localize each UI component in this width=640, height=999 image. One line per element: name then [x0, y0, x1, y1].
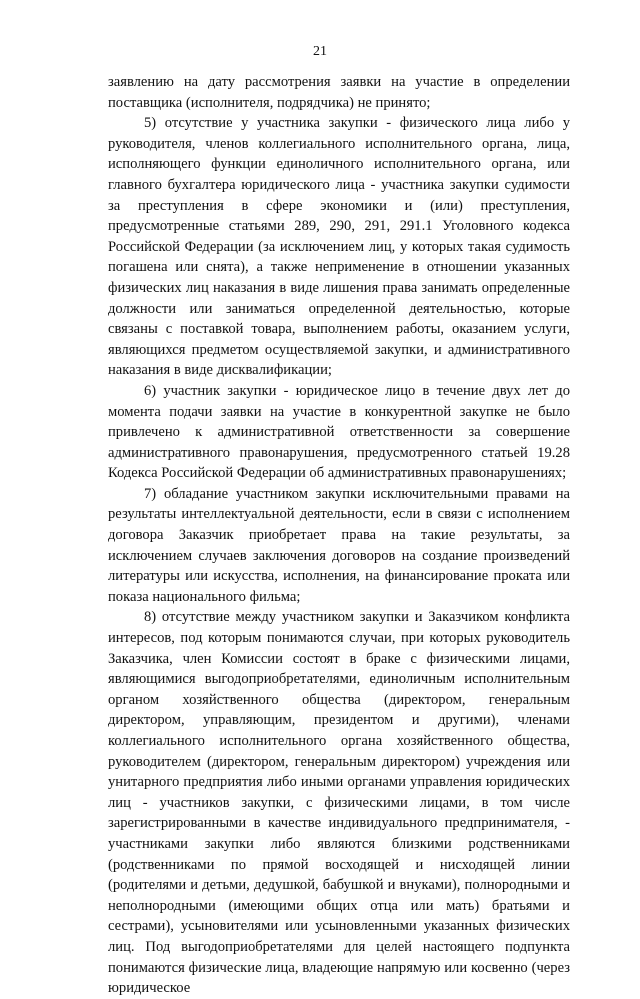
paragraph-item-7: 7) обладание участником закупки исключительными правами на результаты интеллектуальной деятельности, если в связи с исполнением договора Заказчик приобретает права на такие результаты, за исключением случаев заключения договоров на создание произведений литературы или искусства, исполнения, на финансирование проката или показа национального фильма;: [108, 485, 570, 605]
paragraph-continuation: заявлению на дату рассмотрения заявки на участие в определении поставщика (исполнителя, подрядчика) не принято;: [108, 74, 570, 111]
document-body: [108, 72, 570, 999]
paragraph-item-8: 8) отсутствие между участником закупки и Заказчиком конфликта интересов, под которым понимаются случаи, при которых руководитель Заказчика, член Комиссии состоят в браке с физическими лицами, являющимися выгодоприобретателями, единоличным исполнительным органом хозяйственного общества (директором, генеральным директором, управляющим, президентом и другими), членами коллегиального исполнительного органа хозяйственного общества, руководителем (директором, генеральным директором) учреждения или унитарного предприятия либо иными органами управления юридических лиц - участников закупки, с физическими лицами, в том числе зарегистрированными в качестве индивидуального предпринимателя, - участниками закупки либо являются близкими родственниками (родственниками по прямой восходящей и нисходящей линии (родителями и детьми, дедушкой, бабушкой и внуками), полнородными и неполнородными (имеющими общих отца или мать) братьями и сестрами), усыновителями или усыновленными указанных физических лиц. Под выгодоприобретателями для целей настоящего подпункта понимаются физические лица, владеющие напрямую или косвенно (через юридическое: [108, 609, 570, 997]
paragraph-item-5: 5) отсутствие у участника закупки - физического лица либо у руководителя, членов коллегиального исполнительного органа, лица, исполняющего функции единоличного исполнительного органа, или главного бухгалтера юридического лица - участника закупки судимости за преступления в сфере экономики и (или) преступления, предусмотренные статьями 289, 290, 291, 291.1 Уголовного кодекса Российской Федерации (за исключением лиц, у которых такая судимость погашена или снята), а также неприменение в отношении указанных физических лиц наказания в виде лишения права занимать определенные должности или заниматься определенной деятельностью, которые связаны с поставкой товара, выполнением работы, оказанием услуги, являющихся предметом осуществляемой закупки, и административного наказания в виде дисквалификации;: [108, 115, 570, 379]
page-number: 21: [313, 44, 327, 59]
paragraph-item-6: 6) участник закупки - юридическое лицо в течение двух лет до момента подачи заявки на участие в конкурентной закупке не было привлечено к административной ответственности за совершение административного правонарушения, предусмотренного статьей 19.28 Кодекса Российской Федерации об административных правонарушениях;: [108, 382, 570, 482]
